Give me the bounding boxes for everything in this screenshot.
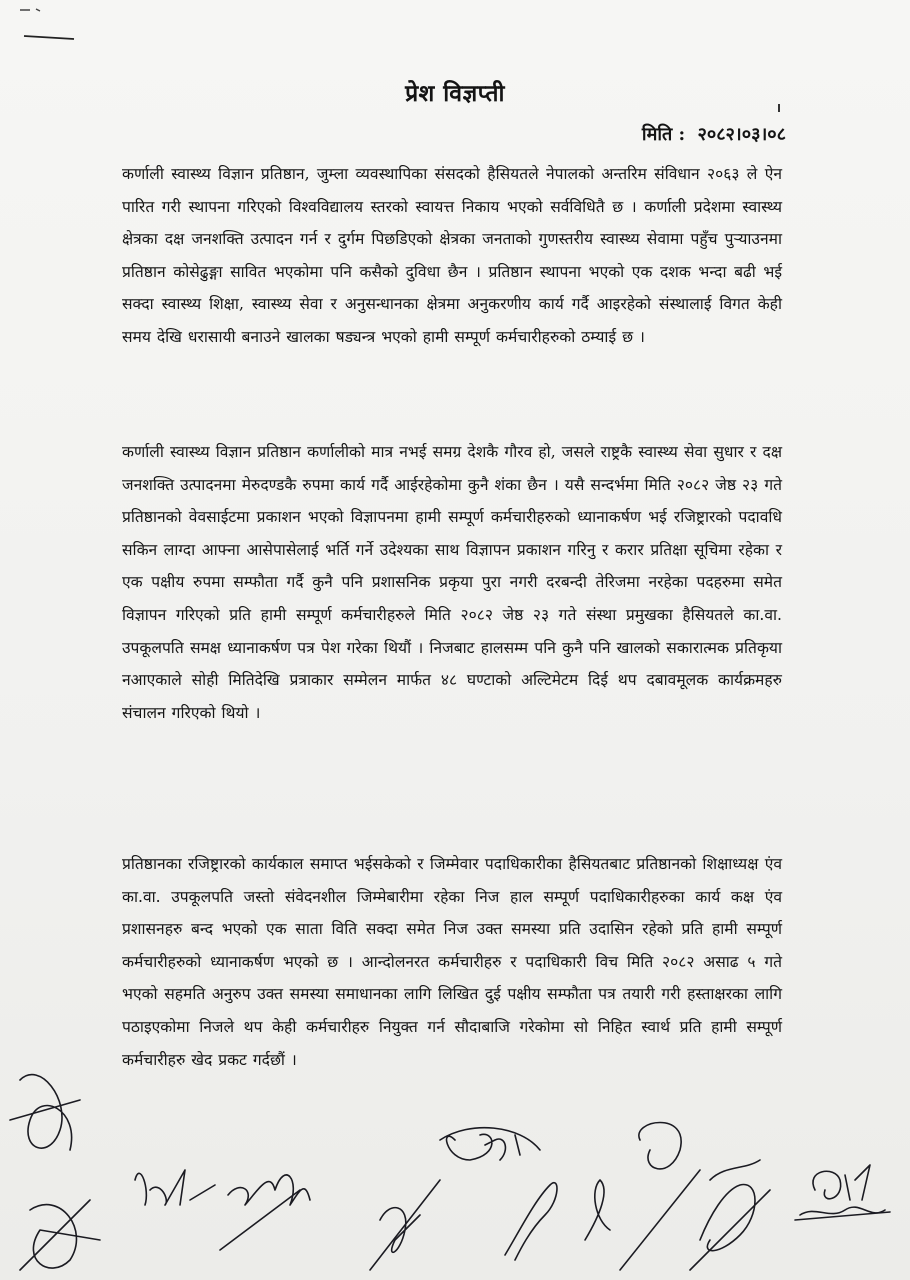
paragraph-1: कर्णाली स्वास्थ्य विज्ञान प्रतिष्ठान, जुम्ला व्यवस्थापिका संसदको हैसियतले नेपालको अन्तरिम संविधान २०६३ ले ऐन पारित गरी स्थापना गरिएको विश्वविद्यालय स्तरको स्वायत्त निकाय भएको सर्वविधितै छ । कर्णाली प्रदेशमा स्वास्थ्य क्षेत्रका दक्ष जनशक्ति उत्पादन गर्न र दुर्गम पिछडिएको क्षेत्रका जनताको गुणस्तरीय स्वास्थ्य सेवामा पहुँच पुऱ्याउनमा प्रतिष्ठान कोसेढुङ्गा सावित भएकोमा पनि कसैको दुविधा छैन । प्रतिष्ठान स्थापना भएको एक दशक भन्दा बढी भई सक्दा स्वास्थ्य शिक्षा, स्वास्थ्य सेवा र अनुसन्धानका क्षेत्रमा अनुकरणीय कार्य गर्दै आइरहेको संस्थालाई विगत केही समय देखि धरासायी बनाउने खालका षड्यन्त्र भएको हामी सम्पूर्ण कर्मचारीहरुको ठम्याई छ । [122, 165, 782, 346]
signature-2 [20, 1200, 100, 1270]
date-value: २०८२।०३।०८ [697, 124, 786, 145]
signature-8 [585, 1123, 700, 1271]
signature-3 [135, 1170, 215, 1205]
signature-4 [220, 1175, 310, 1250]
corner-scribble [18, 6, 78, 46]
signature-5 [440, 1128, 540, 1160]
signature-7 [505, 1183, 557, 1260]
signature-6 [370, 1180, 440, 1270]
paragraph-2: कर्णाली स्वास्थ्य विज्ञान प्रतिष्ठान कर्णालीको मात्र नभई समग्र देशकै गौरव हो, जसले राष्ट्रकै स्वास्थ्य सेवा सुधार र दक्ष जनशक्ति उत्पादनमा मेरुदण्डकै रुपमा कार्य गर्दै आईरहेकोमा कुनै शंका छैन । यसै सन्दर्भमा मिति २०८२ जेष्ठ २३ गते प्रतिष्ठानको वेवसाईटमा प्रकाशन भएको विज्ञापनमा हामी सम्पूर्ण कर्मचारीहरुको ध्यानाकर्षण भई रजिष्ट्रारको पदावधि सकिन लाग्दा आफ्ना आसेपासेलाई भर्ति गर्ने उदेश्यका साथ विज्ञापन प्रकाशन गरिनु र करार प्रतिक्षा सूचिमा रहेका र एक पक्षीय रुपमा सम्फौता गर्दै कुनै पनि प्रशासनिक प्रकृया पुरा नगरी दरबन्दी तेरिजमा नरहेका पदहरुमा समेत विज्ञापन गरिएको प्रति हामी सम्पूर्ण कर्मचारीहरुले मिति २०८२ जेष्ठ २३ गते संस्था प्रमुखका हैसियतले का.वा. उपकूलपति समक्ष ध्यानाकर्षण पत्र पेश गरेका थियौं । निजबाट हालसम्म पनि कुनै पनि खालको सकारात्मक प्रतिकृया नआएकाले सोही मितिदेखि प्रत्राकार सम्मेलन मार्फत ४८ घण्टाको अल्टिमेटम दिई थप दबावमूलक कार्यक्रमहरु संचालन गरिएको थियो । [122, 443, 782, 722]
paragraph-3: प्रतिष्ठानका रजिष्ट्रारको कार्यकाल समाप्त भईसकेको र जिम्मेवार पदाधिकारीका हैसियतबाट प्रतिष्ठानको शिक्षाध्यक्ष एंव का.वा. उपकूलपति जस्तो संवेदनशील जिम्मेबारीमा रहेका निज हाल सम्पूर्ण पदाधिकारीहरुका कार्य कक्ष एंव प्रशासनहरु बन्द भएको एक साता विति सक्दा समेत निज उक्त समस्या प्रति उदासिन रहेको प्रति हामी सम्पूर्ण कर्मचारीहरुको ध्यानाकर्षण भएको छ । आन्दोलनरत कर्मचारीहरु र पदाधिकारी विच मिति २०८२ असाढ ५ गते भएको सहमति अनुरुप उक्त समस्या समाधानका लागि लिखित दुई पक्षीय सम्फौता पत्र तयारी गरी हस्ताक्षरका लागि पठाइएकोमा निजले थप केही कर्मचारीहरु नियुक्त गर्न सौदाबाजि गरेकोमा सो निहित स्वार्थ प्रति हामी सम्पूर्ण कर्मचारीहरु खेद प्रकट गर्दछौं । [122, 855, 782, 1069]
signature-9 [690, 1160, 770, 1270]
document-title: प्रेश विज्ञप्ती [405, 80, 505, 107]
date-label: मिति : [641, 124, 686, 145]
signature-1 [10, 1075, 80, 1150]
date-line [642, 122, 786, 146]
signature-10 [795, 1165, 890, 1220]
